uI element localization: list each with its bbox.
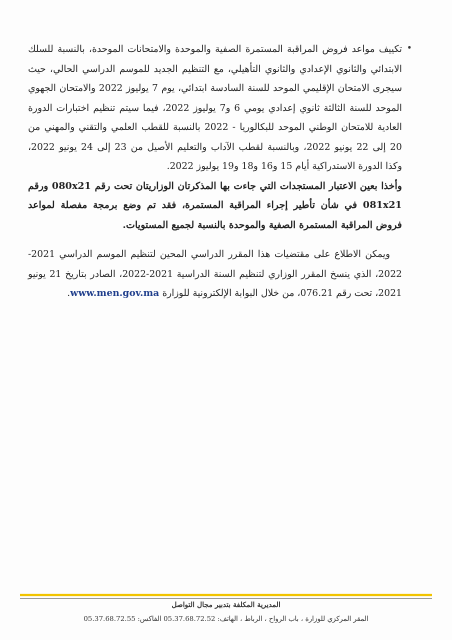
bullet-icon: •: [406, 44, 412, 54]
document-body: [28, 40, 412, 304]
ministry-website-link[interactable]: www.men.gov.ma: [70, 288, 160, 299]
paragraph-exam-schedule: تكييف مواعد فروض المراقبة المستمرة الصفية والموحدة والامتحانات الموحدة، بالنسبة للسلك الابتدائي والثانوي الإعدادي والثانوي التأهيلي، مع التنظيم الجديد للموسم الدراسي الحالي، حيث سيجرى الامتحان الإقليمي الموحد للسنة السادسة ابتدائي، يوم 7 يوليوز 2022 والامتحان الجهوي الموحد للسنة الثالثة ثانوي إعدادي يومي 6 و7 يوليوز 2022، فيما سيتم تنظيم اختبارات الدورة العادية للامتحان الوطني الموحد للبكالوريا - 2022 بالنسبة للقطب العلمي والتقني والمهني من 20 إلى 22 يونيو 2022، وبالنسبة لقطب الآداب والتعليم الأصيل من 23 إلى 24 يونيو 2022، وكذا الدورة الاستدراكية أيام 15 و16 و18 و19 يوليوز 2022.: [28, 44, 403, 172]
paragraph-reference: ويمكن الاطلاع على مقتضيات هذا المقرر الدراسي المحين لتنظيم الموسم الدراسي 2021-2022، الذي ينسخ المقرر الوزاري لتنظيم السنة الدراسية 2021-2022، الصادر بتاريخ 21 يونيو 2021، تحت رقم 076.21، من خلال البوابة الإلكترونية للوزارة www.men.gov.ma.: [28, 249, 403, 299]
footer-office-name: المديرية المكلفة بتدبير مجال التواصل: [171, 600, 281, 609]
bullet-paragraph: [28, 40, 412, 177]
reference-text: ويمكن الاطلاع على مقتضيات هذا المقرر الدراسي المحين لتنظيم الموسم الدراسي 2021-2022، الذي ينسخ المقرر الوزاري لتنظيم السنة الدراسية 2021-2022، الصادر بتاريخ 21 يونيو 2021، تحت رقم 076.21، من خلال البوابة الإلكترونية للوزارة: [28, 249, 403, 299]
footer-address: المقر المركزي للوزارة ، باب الرواح ، الرباط ، الهاتف: 05.37.68.72.52 الفاكس: 05.37.68.72.55: [83, 615, 369, 623]
paragraph-memoranda: وأخذا بعين الاعتبار المستجدات التي جاءت بها المذكرتان الوزاريتان تحت رقم 080x21 ورقم 081x21 في شأن تأطير إجراء المراقبة المستمرة، فقد تم وضع برمجة مفصلة لمواعد فروض المراقبة المستمرة الصفية والموحدة بالنسبة لجميع المستويات.: [28, 180, 403, 231]
